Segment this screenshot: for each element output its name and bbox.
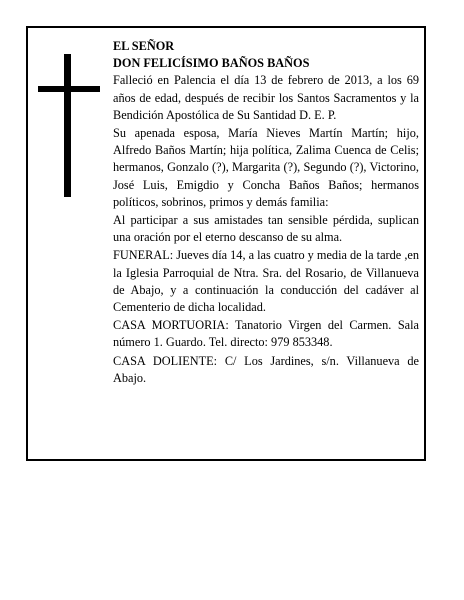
cross-vertical-bar (64, 54, 71, 197)
cross-horizontal-bar (38, 86, 100, 92)
mortuary-paragraph: CASA MORTUORIA: Tanatorio Virgen del Carmen. Sala número 1. Guardo. Tel. directo: 979 853348. (113, 318, 419, 350)
mourning-home-paragraph: CASA DOLIENTE: C/ Los Jardines, s/n. Villanueva de Abajo. (113, 353, 419, 385)
heading-title: EL SEÑOR (113, 39, 175, 53)
latin-cross-icon (38, 54, 100, 197)
family-paragraph: Su apenada esposa, María Nieves Martín Martín; hijo, Alfredo Baños Martín; hija política, Zalima Cuenca de Celis; hermanos, Gonzalo (?), Margarita (?), Segundo (?), Victorino, José Luis, Emigdio y Concha Baños Baños; hermanos políticos, sobrinos, primos y demás familia: (113, 126, 419, 209)
death-announcement-paragraph: Falleció en Palencia el día 13 de febrero de 2013, a los 69 años de edad, después de recibir los Santos Sacramentos y la Bendición Apostólica de Su Santidad D. E. P. (113, 73, 419, 122)
deceased-name: DON FELICÍSIMO BAÑOS BAÑOS (113, 56, 310, 71)
obituary-text (113, 38, 419, 388)
request-prayer-paragraph: Al participar a sus amistades tan sensible pérdida, suplican una oración por el eterno descanso de su alma. (113, 213, 419, 245)
funeral-paragraph: FUNERAL: Jueves día 14, a las cuatro y media de la tarde ,en la Iglesia Parroquial de Ntra. Sra. del Rosario, de Villanueva de Abajo, y a continuación la conducción del cadáver al Cementerio de dicha localidad. (113, 248, 419, 315)
